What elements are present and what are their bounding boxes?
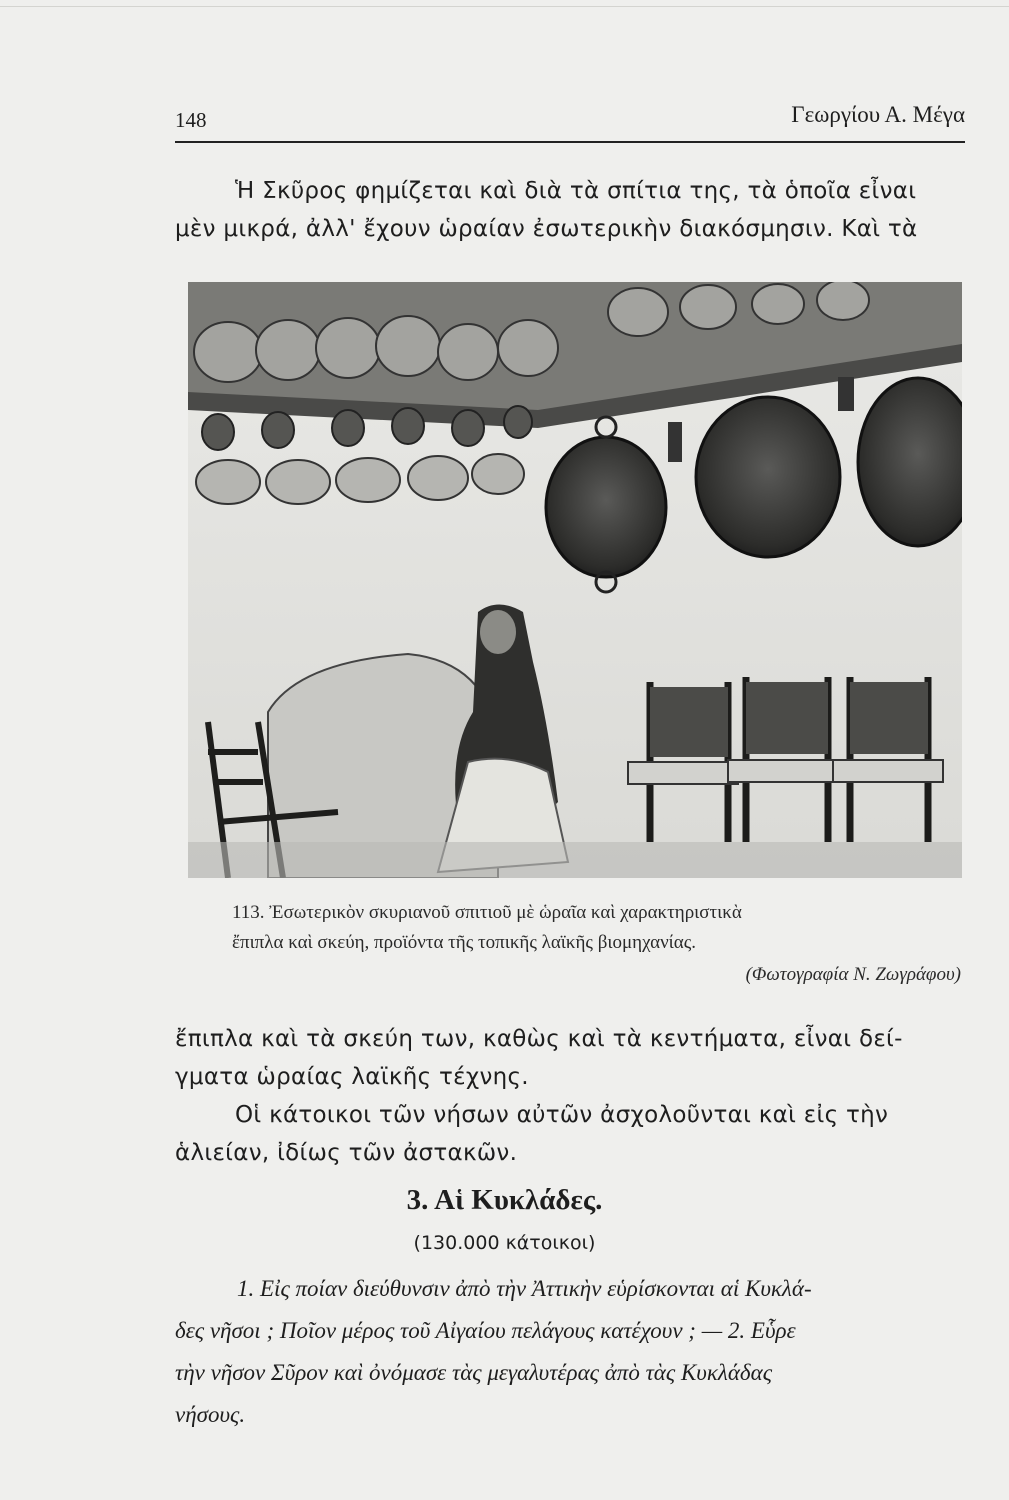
page-number: 148: [175, 108, 207, 132]
question-line: νήσους.: [175, 1402, 246, 1427]
text-line: γματα ὡραίας λαϊκῆς τέχνης.: [175, 1064, 529, 1090]
question-line: τὴν νῆσον Σῦρον καὶ ὀνόμασε τὰς μεγαλυτέρας ἀπὸ τὰς Κυκλάδας: [175, 1360, 773, 1385]
exercise-questions: [175, 1268, 965, 1436]
photo-credit: (Φωτογραφία Ν. Ζωγράφου): [745, 964, 961, 985]
scan-edge-line: [0, 6, 1009, 7]
text-line: Ἡ Σκῦρος φημίζεται καὶ διὰ τὰ σπίτια της, τὰ ὁποῖα εἶναι: [235, 178, 917, 204]
question-line: 1. Εἰς ποίαν διεύθυνσιν ἀπὸ τὴν Ἀττικὴν εὑρίσκονται αἱ Κυκλά-: [237, 1276, 812, 1301]
figure-caption: [232, 898, 962, 958]
paragraph-skyros-houses: [175, 172, 965, 248]
header-rule: [175, 141, 965, 143]
section-population: (130.000 κάτοικοι): [413, 1232, 596, 1254]
text-line: Οἱ κάτοικοι τῶν νήσων αὐτῶν ἀσχολοῦνται καὶ εἰς τὴν: [235, 1102, 889, 1128]
caption-line: ἔπιπλα καὶ σκεύη, προϊόντα τῆς τοπικῆς λαϊκῆς βιομηχανίας.: [232, 932, 697, 953]
text-line: μὲν μικρά, ἀλλ' ἔχουν ὡραίαν ἐσωτερικὴν διακόσμησιν. Καὶ τὰ: [175, 216, 918, 242]
interior-photograph: [188, 282, 962, 878]
text-line: ἁλιείαν, ἰδίως τῶν ἀστακῶν.: [175, 1140, 518, 1166]
question-line: δες νῆσοι ; Ποῖον μέρος τοῦ Αἰγαίου πελάγους κατέχουν ; — 2. Εὗρε: [175, 1318, 796, 1343]
caption-line: 113. Ἐσωτερικὸν σκυριανοῦ σπιτιοῦ μὲ ὡραῖα καὶ χαρακτηριστικὰ: [232, 902, 742, 923]
running-head: Γεωργίου Α. Μέγα: [791, 102, 965, 127]
paragraph-folk-art: [175, 1020, 965, 1172]
text-line: ἔπιπλα καὶ τὰ σκεύη των, καθὼς καὶ τὰ κεντήματα, εἶναι δεί-: [175, 1026, 903, 1052]
section-title: 3. Αἱ Κυκλάδες.: [406, 1184, 603, 1216]
photo-illustration: [188, 282, 962, 878]
page-header: [175, 100, 965, 140]
